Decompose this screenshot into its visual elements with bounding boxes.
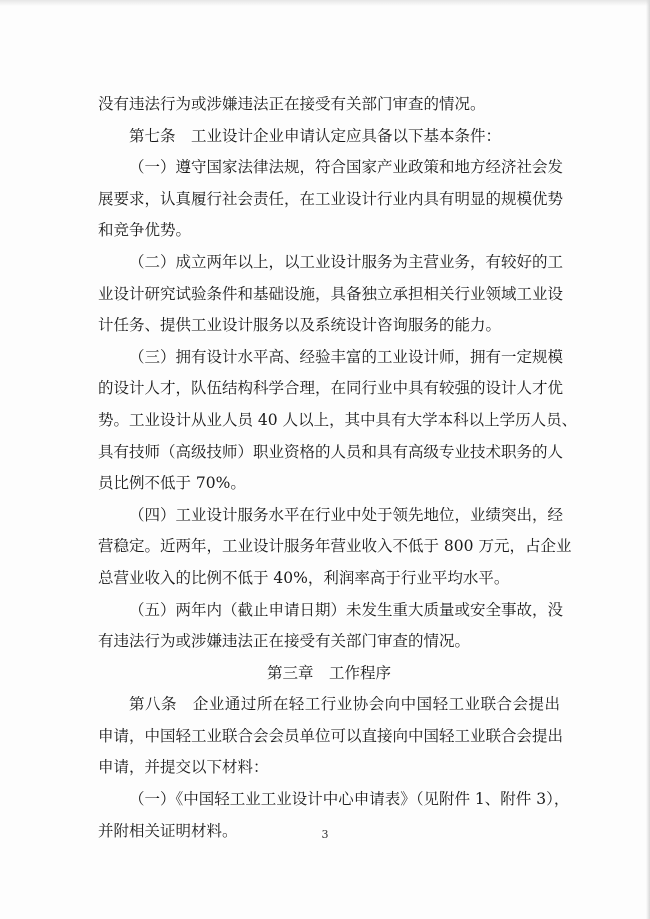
text-line: （四）工业设计服务水平在行业中处于领先地位，业绩突出，经 xyxy=(129,505,564,524)
text-line: 申请，中国轻工业联合会会员单位可以直接向中国轻工业联合会提出 xyxy=(98,726,564,745)
article-heading: 第八条 企业通过所在轻工行业协会向中国轻工业联合会提出 xyxy=(129,695,560,714)
scan-edge-right xyxy=(646,0,650,919)
text-line: 申请，并提交以下材料： xyxy=(98,758,269,777)
text-line: （一）遵守国家法律法规，符合国家产业政策和地方经济社会发 xyxy=(129,158,564,177)
text-line: 具有技师（高级技师）职业资格的人员和具有高级专业技术职务的人 xyxy=(98,442,564,461)
text-line: 总营业收入的比例不低于 40%，利润率高于行业平均水平。 xyxy=(98,568,510,587)
scan-edge-top xyxy=(0,0,650,6)
article-heading: 第七条 工业设计企业申请认定应具备以下基本条件： xyxy=(129,126,502,145)
text-line: 没有违法行为或涉嫌违法正在接受有关部门审查的情况。 xyxy=(98,95,486,113)
page-number: 3 xyxy=(321,828,329,841)
text-line: （五）两年内（截止申请日期）未发生重大质量或安全事故，没 xyxy=(129,600,564,619)
text-line: 计任务、提供工业设计服务以及系统设计咨询服务的能力。 xyxy=(98,316,502,335)
body-text xyxy=(98,89,578,847)
text-line: 员比例不低于 70%。 xyxy=(98,474,246,493)
text-line: 营稳定。近两年，工业设计服务年营业收入不低于 800 万元，占企业 xyxy=(98,537,572,556)
text-line: 有违法行为或涉嫌违法正在接受有关部门审查的情况。 xyxy=(98,632,471,651)
text-line: （三）拥有设计水平高、经验丰富的工业设计师，拥有一定规模 xyxy=(129,347,564,366)
text-line: 的设计人才，队伍结构科学合理，在同行业中具有较强的设计人才优 xyxy=(98,379,564,398)
text-line: 势。工业设计从业人员 40 人以上，其中具有大学本科以上学历人员、 xyxy=(98,410,578,429)
chapter-heading: 第三章 工作程序 xyxy=(266,663,391,682)
text-line: 业设计研究试验条件和基础设施，具备独立承担相关行业领域工业设 xyxy=(98,284,564,303)
text-line: （二）成立两年以上，以工业设计服务为主营业务，有较好的工 xyxy=(129,252,564,271)
text-line: 并附相关证明材料。 xyxy=(98,821,238,840)
text-line: （一）《中国轻工业工业设计中心申请表》（见附件 1、附件 3）， xyxy=(129,790,570,809)
text-line: 和竞争优势。 xyxy=(98,221,192,240)
text-line: 展要求，认真履行社会责任，在工业设计行业内具有明显的规模优势 xyxy=(98,189,564,208)
